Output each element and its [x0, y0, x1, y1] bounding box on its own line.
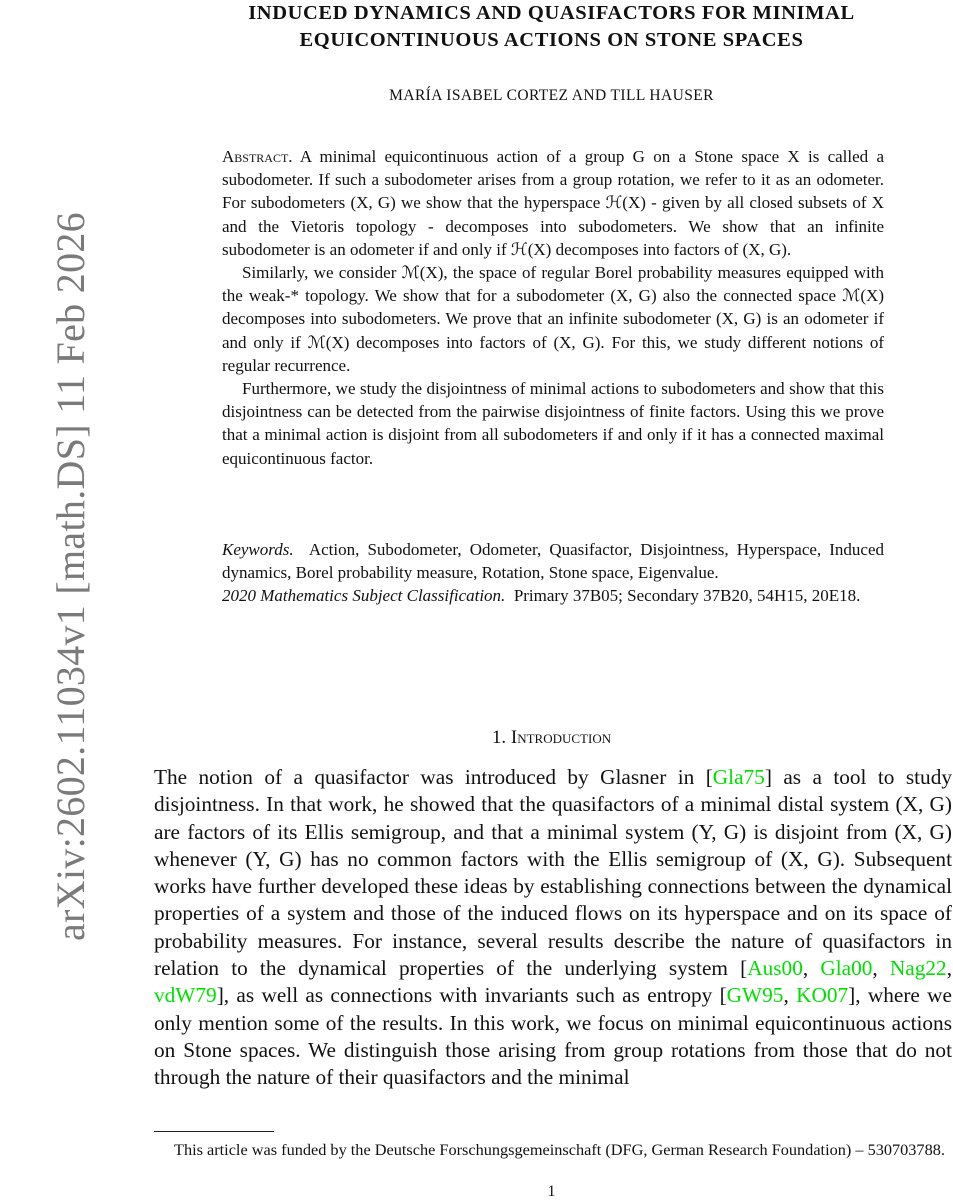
footnote-text: This article was funded by the Deutsche Forschungsgemeinschaft (DFG, German Research Foundation) – 530703788. — [174, 1140, 945, 1159]
section-heading — [150, 727, 953, 749]
abstract-label: Abstract. — [222, 147, 293, 166]
citation-link[interactable]: Gla75 — [712, 765, 765, 789]
msc-classification — [222, 584, 884, 607]
citation-link[interactable]: Aus00 — [747, 956, 803, 981]
msc-label: 2020 Mathematics Subject Classification. — [222, 586, 506, 606]
arxiv-stamp: arXiv:2602.11034v1 [math.DS] 11 Feb 2026 — [48, 212, 93, 941]
intro-paragraph: The notion of a quasifactor was introduced by Glasner in [Gla75] as a tool to study disjointness. In that work, he showed that the quasifactors of a minimal distal system (X, G) are factors of its Ellis semigroup, and that a minimal system (Y, G) is disjoint from (X, G) whenever (Y, G) has no common factors with the Ellis semigroup of (X, G). Subsequent works have further developed these ideas by establishing connections between the dynamical properties of a system and those of the induced flows on its hyperspace and on its space of probability measures. For instance, several results describe the nature of quasifactors in relation to the dynamical properties of the underlying system [Aus00, Gla00, Nag22, vdW79], as well as connections with invariants such as entropy [GW95, KO07], where we only mention some of the results. In this work, we focus on minimal equicontinuous actions on Stone spaces. We distinguish those arising from group rotations from those that do not through the nature of their quasifactors and the minimal — [154, 765, 953, 1090]
arxiv-sidebar — [0, 0, 93, 1200]
msc-text: Primary 37B05; Secondary 37B20, 54H15, 20E18. — [513, 586, 861, 606]
introduction-body — [154, 764, 952, 1092]
footnote — [154, 1139, 952, 1161]
abstract-paragraph-3: Furthermore, we study the disjointness of minimal actions to subodometers and show that this disjointness can be detected from the pairwise disjointness of finite factors. Using this we prove that a minimal action is disjoint from all subodometers if and only if it has a connected maximal equicontinuous factor. — [222, 379, 884, 468]
footnote-rule — [154, 1131, 274, 1132]
intro-text-4: , where we only mention some of the results. In this work, we focus on minimal equicontinuous actions on Stone spaces. We distinguish those arising from group rotations from those that do not through the nature of their quasifactors and the minimal — [154, 983, 952, 1090]
authors: MARÍA ISABEL CORTEZ AND TILL HAUSER — [389, 87, 714, 104]
intro-text-3: , as well as connections with invariants such as entropy — [223, 983, 720, 1008]
citation-link[interactable]: vdW79 — [154, 983, 217, 1008]
title-line-1: INDUCED DYNAMICS AND QUASIFACTORS FOR MINIMAL — [248, 2, 855, 24]
paper-metadata — [222, 538, 884, 608]
keywords-label: Keywords. — [222, 540, 294, 559]
abstract-text-1: A minimal equicontinuous action of a group G on a Stone space X is called a subodometer. If such a subodometer arises from a group rotation, we refer to it as an odometer. For subodometers (X, G) we show that the hyperspace ℋ(X) - given by all closed subsets of X and the Vietoris topology - decomposes into subodometers. We show that an infinite subodometer is an odometer if and only if ℋ(X) decomposes into factors of (X, G). — [222, 147, 885, 259]
paper-title — [150, 0, 953, 54]
section-number: 1. — [491, 727, 507, 748]
citation-link[interactable]: Nag22 — [889, 956, 947, 981]
citation-link[interactable]: GW95 — [726, 983, 784, 1008]
intro-text-1: The notion of a quasifactor was introduced by Glasner in — [154, 765, 706, 789]
citation-link[interactable]: KO07 — [796, 983, 849, 1008]
abstract-paragraph-2: Similarly, we consider ℳ(X), the space of regular Borel probability measures equipped with the weak-* topology. We show that for a subodometer (X, G) also the connected space ℳ(X) decomposes into subodometers. We prove that an infinite subodometer (X, G) is an odometer if and only if ℳ(X) decomposes into factors of (X, G). For this, we study different notions of regular recurrence. — [222, 263, 884, 375]
page-number: 1 — [547, 1183, 556, 1200]
title-line-2: EQUICONTINUOUS ACTIONS ON STONE SPACES — [299, 29, 804, 51]
abstract — [222, 145, 884, 470]
keywords-text: Action, Subodometer, Odometer, Quasifactor, Disjointness, Hyperspace, Induced dynamics, Borel probability measure, Rotation, Stone space, Eigenvalue. — [222, 540, 885, 583]
section-title: Introduction — [510, 727, 612, 748]
intro-text-2: as a tool to study disjointness. In that work, he showed that the quasifactors of a minimal distal system (X, G) are factors of its Ellis semigroup, and that a minimal system (Y, G) is disjoint from (X, G) whenever (Y, G) has no common factors with the Ellis semigroup of (X, G). Subsequent works have further developed these ideas by establishing connections between the dynamical properties of a system and those of the induced flows on its hyperspace and on its space of probability measures. For instance, several results describe the nature of quasifactors in relation to the dynamical properties of the underlying system — [154, 765, 952, 981]
citation-link[interactable]: Gla00 — [820, 956, 873, 981]
keywords — [222, 538, 884, 584]
abstract-paragraph-1 — [222, 145, 884, 261]
